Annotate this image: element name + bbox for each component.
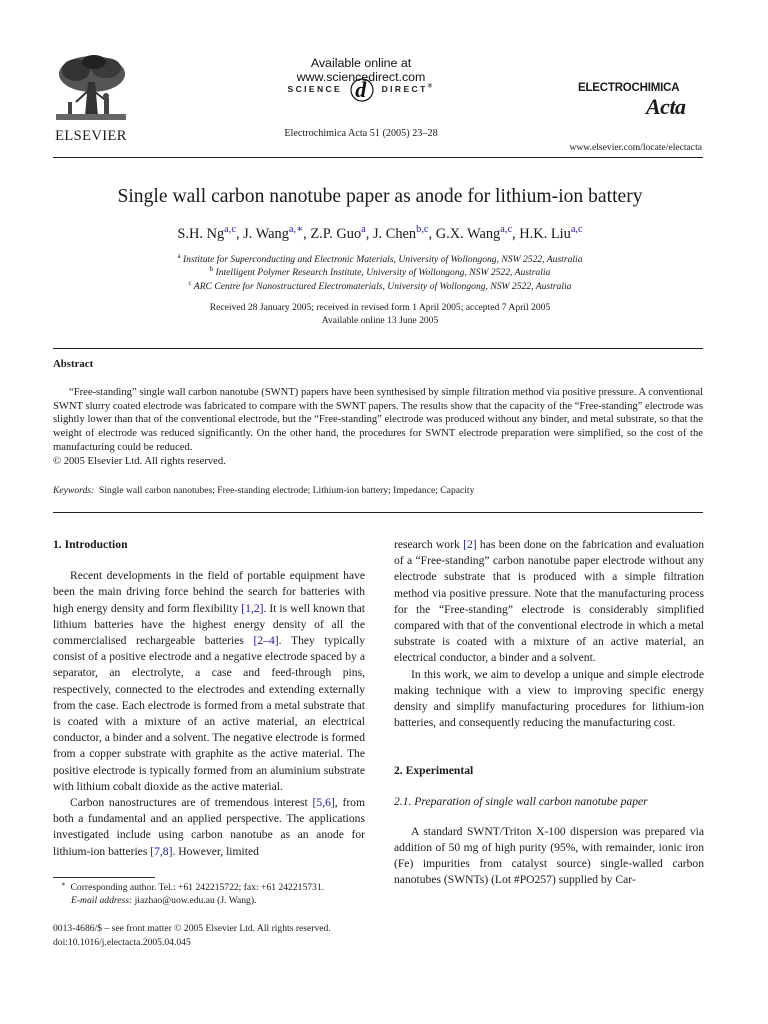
author: J. Wang$^{a,∗}$ xyxy=(243,224,304,242)
journal-name-top: ELECTROCHIMICA xyxy=(578,82,680,94)
footnote-email: E-mail address: jiazhao@uow.edu.au (J. Wang). xyxy=(71,895,257,906)
intro-paragraph-3: research work [2] has been done on the fabrication and evaluation of a “Free-standing” carbon nanotube paper electrode without any electrode substrate that is produced with a simple filtration method via positive pressure. Note that the manufacturing process for the “Free-standing” electrode is considerably simplified compared with that of the conventional electrode in which a metal substrate is coated with a mixture of an active material, an electrical conductor, a binder and a solvent. xyxy=(394,538,704,665)
reference-link[interactable]: [2] xyxy=(463,538,477,551)
affiliation: $^a$ Institute for Superconducting and Electronic Materials, University of Wollongong, NSW 2522, Australia xyxy=(177,252,583,265)
publisher-name: ELSEVIER xyxy=(55,128,127,144)
intro-paragraph-4: In this work, we aim to develop a unique and simple electrode making technique with a view to improving specific energy density and simplify manufacturing procedures for lithium-ion batteries, and consequently reducing the manufacturing cost. xyxy=(394,667,704,730)
sciencedirect-logo: SCIENCE d DIRECT® xyxy=(287,77,435,102)
received-line: Received 28 January 2005; received in revised form 1 April 2005; accepted 7 April 2005 xyxy=(209,302,551,313)
footnote-rule xyxy=(53,877,155,878)
available-line: Available online 13 June 2005 xyxy=(321,315,439,327)
section-heading-introduction: 1. Introduction xyxy=(53,538,128,551)
footnote xyxy=(53,881,365,907)
journal-url: www.elsevier.com/locate/electacta xyxy=(569,142,702,153)
author: G.X. Wang$^{a,c}$ xyxy=(435,224,513,242)
reference-link[interactable]: [7,8] xyxy=(150,844,173,858)
abstract-body xyxy=(53,386,703,468)
svg-text:d: d xyxy=(355,77,369,102)
sciencedirect-right: DIRECT xyxy=(381,84,428,94)
header-rule xyxy=(53,157,703,158)
abstract-text: “Free-standing” single wall carbon nanotube (SWNT) papers have been synthesised by simple filtration method via positive pressure. A conventional SWNT slurry coated electrode was fabricated to compare with the SWNT papers. The results show that the capacity of the “Free-standing” electrode was slightly lower than that of the conventional electrode, but the “Free-standing” electrode was produced without any binder, and metal substrate, so that the weight of electrode was reduced significantly. On the other hand, the procedures for SWNT electrode preparation were simplified, so the cost of the manufacturing could be reduced. xyxy=(53,387,703,453)
abstract-bottom-rule xyxy=(53,512,703,513)
available-online: Available online at www.sciencedirect.com xyxy=(296,56,426,84)
abstract-heading: Abstract xyxy=(53,358,94,370)
footer-issn: 0013-4686/$ – see front matter © 2005 Elsevier Ltd. All rights reserved. xyxy=(53,923,331,934)
journal-name-bottom: Acta xyxy=(646,94,686,119)
intro-paragraph-1: Recent developments in the field of portable equipment have been the main driving force behind the search for batteries with high energy density and form flexibility [1,2]. It is well known that lithium batteries have the highest energy density of all the commercialised rechargeable batteries [2–4]. They typically consist of a positive electrode and a negative electrode spaced by a separator, an electrolyte, a case and feed-through pins, respectively, connected to the electrodes and extending externally from the case. Each electrode is formed from a metal substrate that is coated with a mixture of an active material, an electrical conductor, a binder and a solvent. The negative electrode is formed from a copper substrate with graphite as the active material. The positive electrode is typically formed from an aluminium substrate with lithium cobalt dioxide as the active material. xyxy=(53,569,365,793)
section-heading-experimental: 2. Experimental xyxy=(394,764,474,778)
reference-link[interactable]: [2–4] xyxy=(253,634,279,648)
author: Z.P. Guo$^a$ xyxy=(310,224,366,242)
journal-logo xyxy=(560,76,702,128)
affiliations xyxy=(40,253,720,293)
author-list: S.H. Ng$^{a,c}$, J. Wang$^{a,∗}$, Z.P. Guo$^a$, J. Chen$^{b,c}$, G.X. Wang$^{a,c}$, H.K. Liu$^{a,c}$ xyxy=(177,224,583,242)
abstract-copyright: © 2005 Elsevier Ltd. All rights reserved. xyxy=(53,455,226,467)
keywords-text: Single wall carbon nanotubes; Free-standing electrode; Lithium-ion battery; Impedance; Capacity xyxy=(99,485,475,496)
left-column xyxy=(53,537,365,860)
author: H.K. Liu$^{a,c}$ xyxy=(519,224,583,242)
page-footer xyxy=(53,922,393,950)
received-dates xyxy=(40,301,720,328)
footer-doi: doi:10.1016/j.electacta.2005.04.045 xyxy=(53,937,191,948)
journal-citation: Electrochimica Acta 51 (2005) 23–28 xyxy=(284,128,438,139)
sciencedirect-d-icon xyxy=(347,76,377,102)
right-column xyxy=(394,537,704,889)
elsevier-tree-icon xyxy=(52,52,130,124)
keywords xyxy=(53,485,703,496)
subsection-heading-2-1: 2.1. Preparation of single wall carbon nanotube paper xyxy=(394,794,648,808)
intro-paragraph-2: Carbon nanostructures are of tremendous interest [5,6], from both a fundamental and an applied perspective. The applications investigated include using carbon nanotube as an anode for lithium-ion batteries [7,8]. However, limited xyxy=(53,796,365,858)
author: J. Chen$^{b,c}$ xyxy=(372,224,429,242)
sciencedirect-left: SCIENCE xyxy=(287,84,343,94)
affiliation: $^b$ Intelligent Polymer Research Institute, University of Wollongong, NSW 2522, Australia xyxy=(209,266,551,279)
reference-link[interactable]: [1,2] xyxy=(241,601,264,615)
footnote-corresponding: ∗ Corresponding author. Tel.: +61 242215722; fax: +61 242215731. xyxy=(61,880,325,893)
affiliation: $^c$ ARC Centre for Nanostructured Electromaterials, University of Wollongong, NSW 2522, Australia xyxy=(188,279,572,292)
article-title: Single wall carbon nanotube paper as anode for lithium-ion battery xyxy=(117,186,643,207)
keywords-label: Keywords: xyxy=(53,485,95,496)
reference-link[interactable]: [5,6] xyxy=(312,796,335,810)
author: S.H. Ng$^{a,c}$ xyxy=(177,224,236,242)
elsevier-logo xyxy=(52,52,130,144)
experimental-paragraph-1: A standard SWNT/Triton X-100 dispersion was prepared via addition of 50 mg of high purity (95%, with remainder, ionic iron (Fe) impurities from catalyst source) single-walled carbon nanotubes (SWNTs) (Lot #PO257) supplied by Car- xyxy=(394,824,704,887)
abstract-top-rule xyxy=(53,348,703,349)
